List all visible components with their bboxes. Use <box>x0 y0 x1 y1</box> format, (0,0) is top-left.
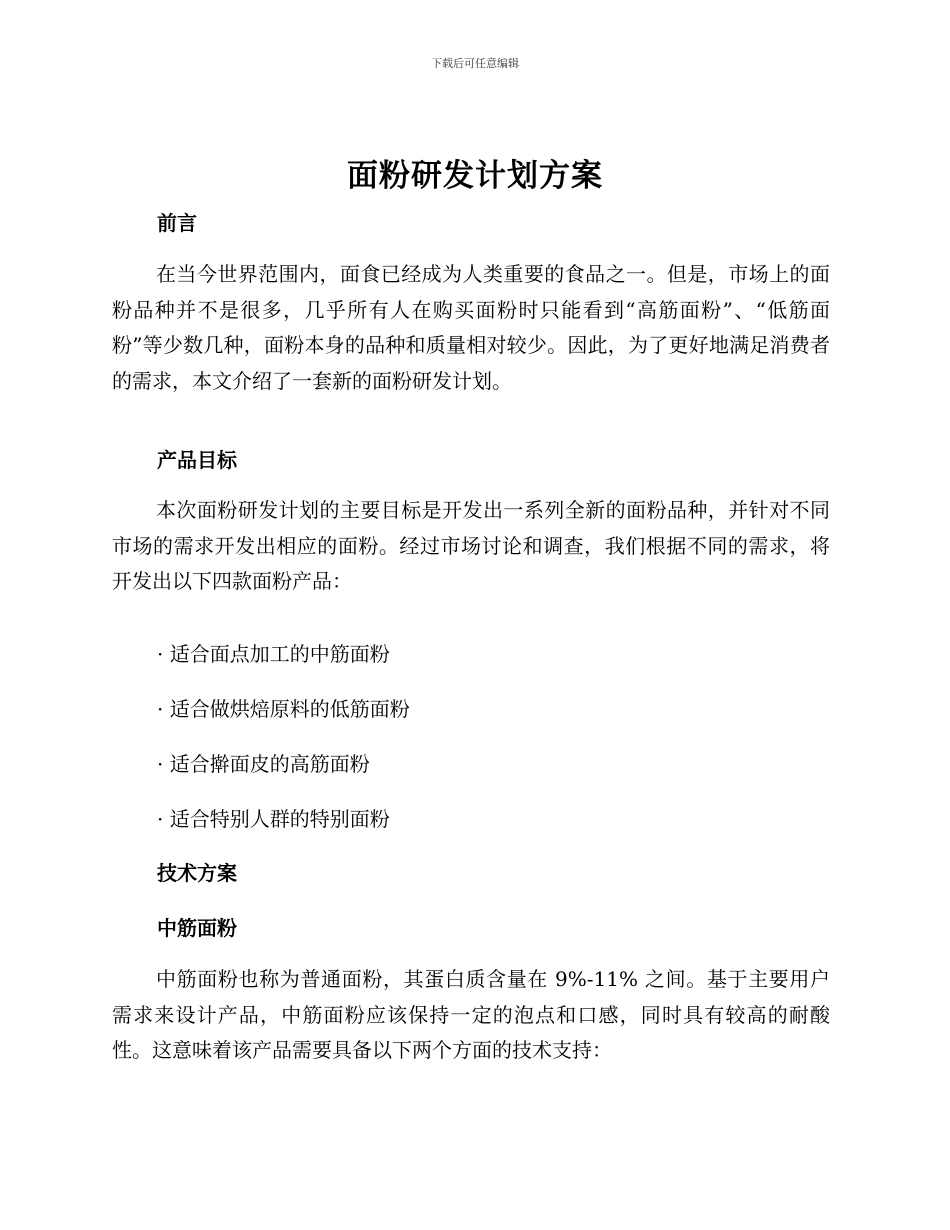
bullet-item: · 适合特别人群的特别面粉 <box>157 807 390 831</box>
document-title: 面粉研发计划方案 <box>347 158 603 194</box>
bullet-item: · 适合面点加工的中筋面粉 <box>157 642 390 666</box>
bullet-item: · 适合擀面皮的高筋面粉 <box>157 752 370 776</box>
page-header-note: 下载后可任意编辑 <box>431 57 519 70</box>
section-heading-goals: 产品目标 <box>157 448 237 472</box>
section-heading-tech: 技术方案 <box>157 861 237 885</box>
paragraph-medium-flour: 中筋面粉也称为普通面粉，其蛋白质含量在 9%-11% 之间。基于主要用户需求来设计产品，中筋面粉应该保持一定的泡点和口感，同时具有较高的耐酸性。这意味着该产品需要具备以下两个方面的技术支持： <box>112 967 830 1062</box>
section-heading-preface: 前言 <box>157 211 197 235</box>
section-heading-medium-flour: 中筋面粉 <box>157 916 237 940</box>
paragraph-goals: 本次面粉研发计划的主要目标是开发出一系列全新的面粉品种，并针对不同市场的需求开发出相应的面粉。经过市场讨论和调查，我们根据不同的需求，将开发出以下四款面粉产品： <box>112 498 830 593</box>
bullet-item: · 适合做烘焙原料的低筋面粉 <box>157 697 410 721</box>
paragraph-preface: 在当今世界范围内，面食已经成为人类重要的食品之一。但是，市场上的面粉品种并不是很多，几乎所有人在购买面粉时只能看到“高筋面粉”、“低筋面粉”等少数几种，面粉本身的品种和质量相对较少。因此，为了更好地满足消费者的需求，本文介绍了一套新的面粉研发计划。 <box>112 262 830 393</box>
